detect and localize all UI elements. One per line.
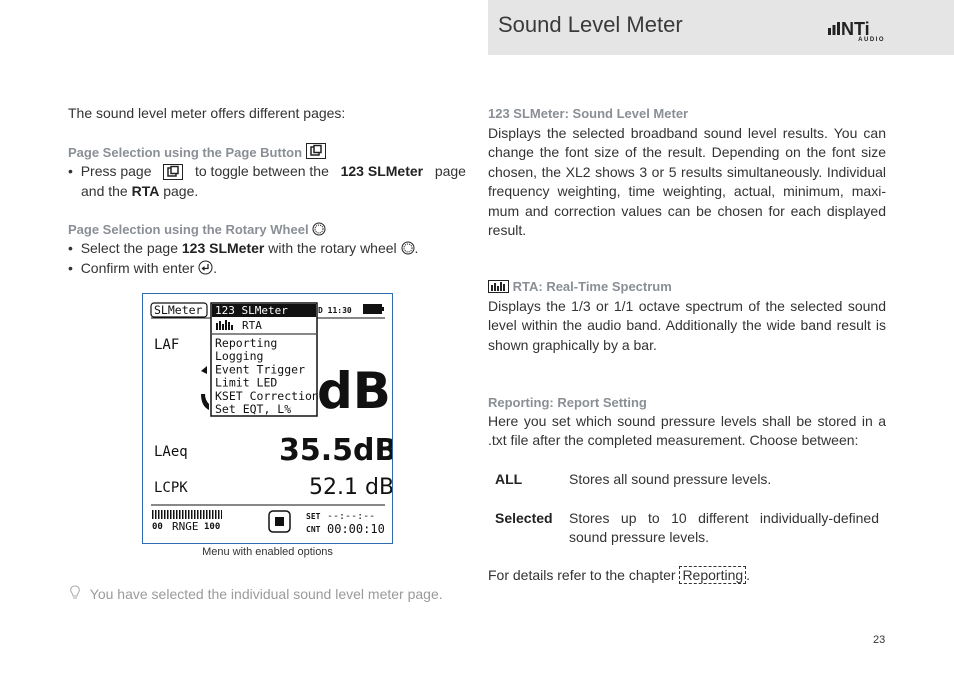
menu-item-rta: RTA <box>242 319 262 332</box>
screen-lcpk-value: 52.1 dB <box>309 475 392 500</box>
page-number: 23 <box>873 634 886 646</box>
reporting-chapter-link[interactable]: Reporting <box>679 566 746 584</box>
range-left: 00 <box>152 522 163 532</box>
menu-item-slmeter: 123 SLMeter <box>215 304 288 317</box>
menu-item[interactable]: KSET Correction <box>215 388 319 403</box>
body-line: .txt file after the completed measurement. Choose between: <box>488 432 859 449</box>
option-all-desc: Stores all sound pressure levels. <box>569 471 772 487</box>
screen-label-laf: LAF <box>154 337 180 353</box>
logo-text: NTi <box>841 19 870 39</box>
option-all-term: ALL <box>495 471 523 487</box>
cnt-value: 00:00:10 <box>327 522 385 536</box>
body-line: chosen, the XL2 shows 3 or 5 results simultaneously. Individual <box>488 163 886 180</box>
page-title: Sound Level Meter <box>498 12 683 37</box>
body-line: Displays the selected broadband sound level results. You can <box>488 125 886 141</box>
bullet-select-page: • Select the page 123 SLMeter with the rotary wheel . <box>68 240 419 256</box>
intro-text: The sound level meter offers different pages: <box>68 105 346 121</box>
level-bar <box>152 510 222 519</box>
chapter-reference: For details refer to the chapter Reporting . <box>488 567 751 583</box>
body-line: Displays the 1/3 or 1/1 octave spectrum of the selected sound <box>488 298 886 314</box>
body-line: result. <box>488 222 527 238</box>
info-note: You have selected the individual sound level meter page. <box>68 585 443 602</box>
stop-icon <box>275 517 284 526</box>
screen-clock: D 11:30 <box>318 306 352 315</box>
bullet-toggle-page: • Press page to toggle between the 123 SLMeter page and the RTA page. <box>68 163 466 199</box>
page-header <box>488 0 954 55</box>
screen-label-lcpk: LCPK <box>154 480 188 496</box>
lightbulb-icon <box>68 585 82 601</box>
device-screen <box>142 293 393 544</box>
section-heading-rotary-wheel: Page Selection using the Rotary Wheel <box>68 220 326 239</box>
bullet-confirm-enter: • Confirm with enter . <box>68 260 218 276</box>
menu-item[interactable]: Event Trigger <box>215 362 306 377</box>
screen-label-laeq: LAeq <box>154 444 188 460</box>
body-line: change the font size of the result. Depending on the font size <box>488 144 886 161</box>
option-selected-desc-line1: Stores up to 10 different individually-defined <box>569 510 879 526</box>
menu-item[interactable]: Reporting <box>215 336 278 350</box>
screen-laeq-value: 35.5dB <box>279 433 392 468</box>
option-selected-desc-line2: sound pressure levels. <box>569 529 710 545</box>
figure-caption: Menu with enabled options <box>202 546 333 558</box>
section-heading-page-button: Page Selection using the Page Button <box>68 143 326 162</box>
range-right: 100 <box>204 522 221 532</box>
page-button-icon <box>163 164 183 180</box>
body-line: frequency weighting, time weighting, actual, minimum, maxi- <box>488 183 886 200</box>
rotary-wheel-icon <box>312 222 326 236</box>
section-heading-slmeter: 123 SLMeter: Sound Level Meter <box>488 106 689 121</box>
option-selected-term: Selected <box>495 510 553 526</box>
enter-icon <box>198 260 213 275</box>
page-button-icon <box>306 143 326 159</box>
menu-item[interactable]: Limit LED <box>215 375 278 390</box>
cnt-label: CNT <box>306 525 321 534</box>
battery-icon <box>363 304 382 314</box>
section-heading-reporting: Reporting: Report Setting <box>488 395 647 410</box>
set-label: SET <box>306 512 321 521</box>
menu-item[interactable]: Set EQT, L% <box>215 402 292 416</box>
body-line: Here you set which sound pressure levels shall be stored in a <box>488 413 886 429</box>
body-line: level within the audio band. Additionally the wide band result is <box>488 317 886 334</box>
rta-spectrum-icon <box>488 280 509 293</box>
set-value: --:--:-- <box>327 511 376 522</box>
range-label: RNGE <box>172 520 199 533</box>
section-heading-rta: RTA: Real-Time Spectrum <box>488 277 672 296</box>
screen-tab-slmeter: SLMeter <box>154 303 203 317</box>
body-line: mum and correction values can be chosen for each displayed <box>488 202 886 219</box>
screen-big-value: dB <box>317 362 391 420</box>
menu-item[interactable]: Logging <box>215 349 264 364</box>
logo-subtext: AUDIO <box>858 37 885 43</box>
rotary-wheel-icon <box>401 241 415 255</box>
body-line: shown graphically by a bar. <box>488 336 657 353</box>
